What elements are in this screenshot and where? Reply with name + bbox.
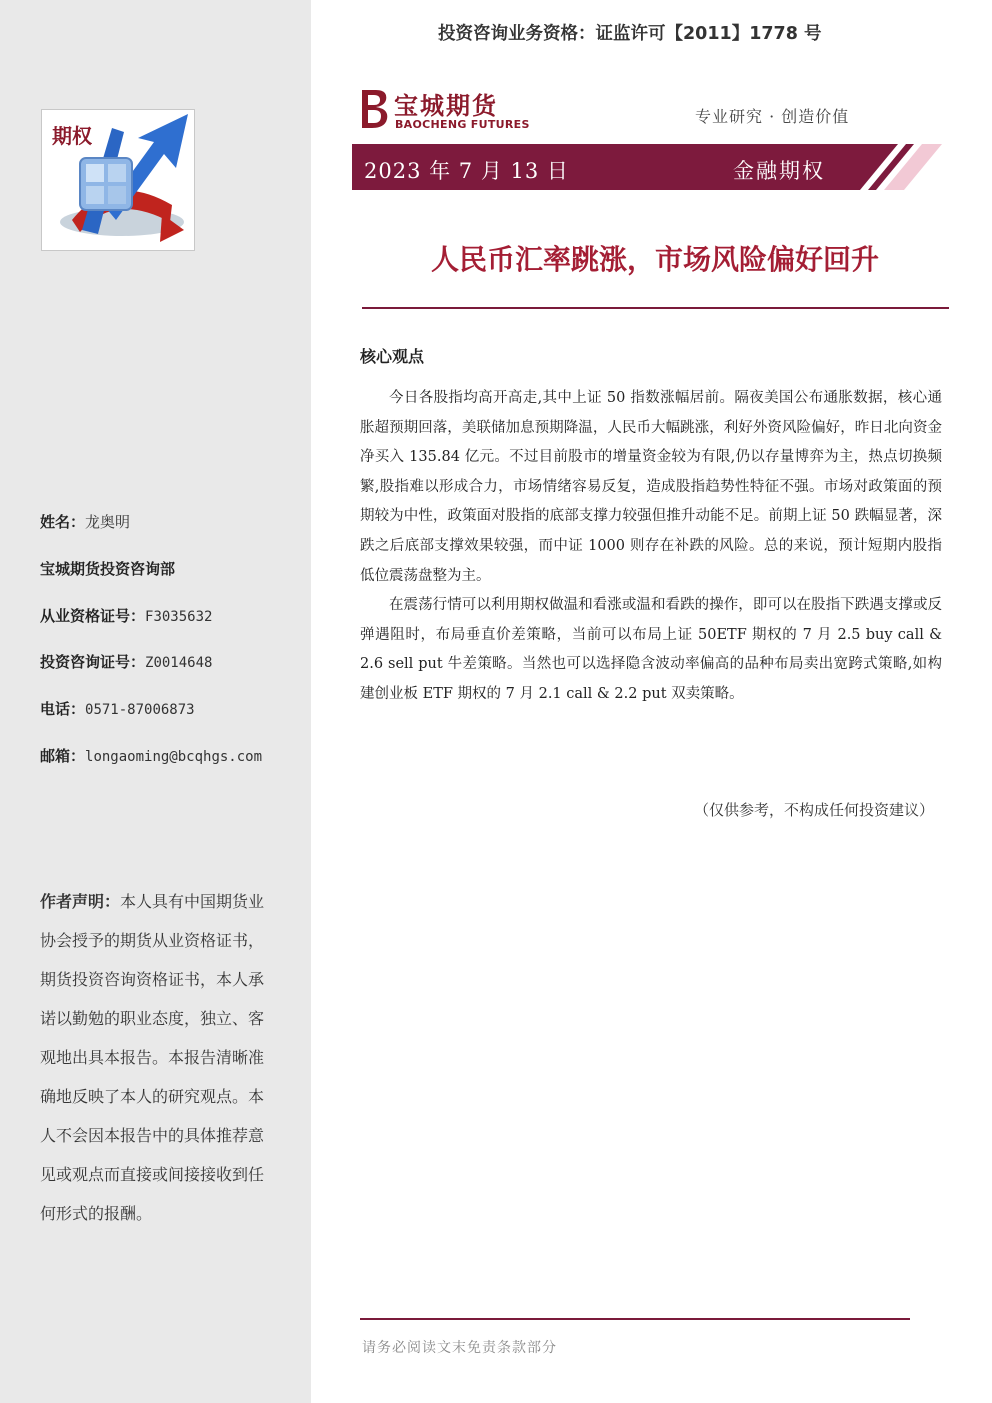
brand-english: BAOCHENG FUTURES [395,118,530,131]
report-category: 金融期权 [733,159,825,183]
report-date: 2023 年 7 月 13 日 [364,159,569,183]
title-divider [362,307,949,309]
footer-divider [360,1318,910,1320]
slogan: 专业研究 · 创造价值 [695,107,850,126]
department: 宝城期货投资咨询部 [40,560,176,578]
baocheng-logo-icon [356,86,392,130]
paragraph: 在震荡行情可以利用期权做温和看涨或温和看跌的操作，即可以在股指下跌遇支撑或反弹遇阻时，布局垂直价差策略，当前可以布局上证 50ETF 期权的 7 月 2.5 buy call & 2.6 sell put 牛差策略。当然也可以选择隐含波动率偏高的品种布局卖出宽跨式策略,如构建创业板 ETF 期权的 7 月 2.1 call & 2.2 put 双卖策略。 [360,597,942,702]
section-heading: 核心观点 [360,347,425,366]
reference-note: （仅供参考，不构成任何投资建议） [693,801,934,819]
email: 邮箱：longaoming@bcqhgs.com [40,747,263,765]
sidebar [0,0,311,1403]
paragraph: 今日各股指均高开高走,其中上证 50 指数涨幅居前。隔夜美国公布通胀数据，核心通胀超预期回落，美联储加息预期降温，人民币大幅跳涨，利好外资风险偏好，昨日北向资金净买入 135.84 亿元。不过目前股市的增量资金较为有限,仍以存量博弈为主，热点切换频繁,股指难以形成合力，市场情绪容易反复，造成股指趋势性特征不强。市场对政策面的预期较为中性，政策面对股指的底部支撑力较强但推升动能不足。前期上证 50 跌幅显著，深跌之后底部支撑效果较强，而中证 1000 则存在补跌的风险。总的来说，预计短期内股指低位震荡盘整为主。 [360,390,942,584]
phone: 电话：0571-87006873 [40,700,195,718]
logo-tag: 期权 [52,124,92,148]
qualification-line: 投资咨询业务资格：证监许可【2011】1778 号 [438,24,822,44]
footer-notice: 请务必阅读文末免责条款部分 [362,1340,557,1356]
article-title: 人民币汇率跳涨，市场风险偏好回升 [430,243,879,276]
author-name: 姓名：龙奥明 [40,513,131,531]
consulting-number: 投资咨询证号：Z0014648 [40,653,213,671]
article-body [360,384,942,710]
author-disclaimer: 作者声明：本人具有中国期货业协会授予的期货从业资格证书，期货投资咨询资格证书，本人承诺以勤勉的职业态度，独立、客观地出具本报告。本报告清晰准确地反映了本人的研究观点。本人不会因本报告中的具体推荐意见或观点而直接或间接接收到任何形式的报酬。 [40,892,265,1223]
brand-name: 宝城期货 [394,92,498,120]
qualification-number: 从业资格证号：F3035632 [40,607,213,625]
options-logo-image [41,109,195,251]
